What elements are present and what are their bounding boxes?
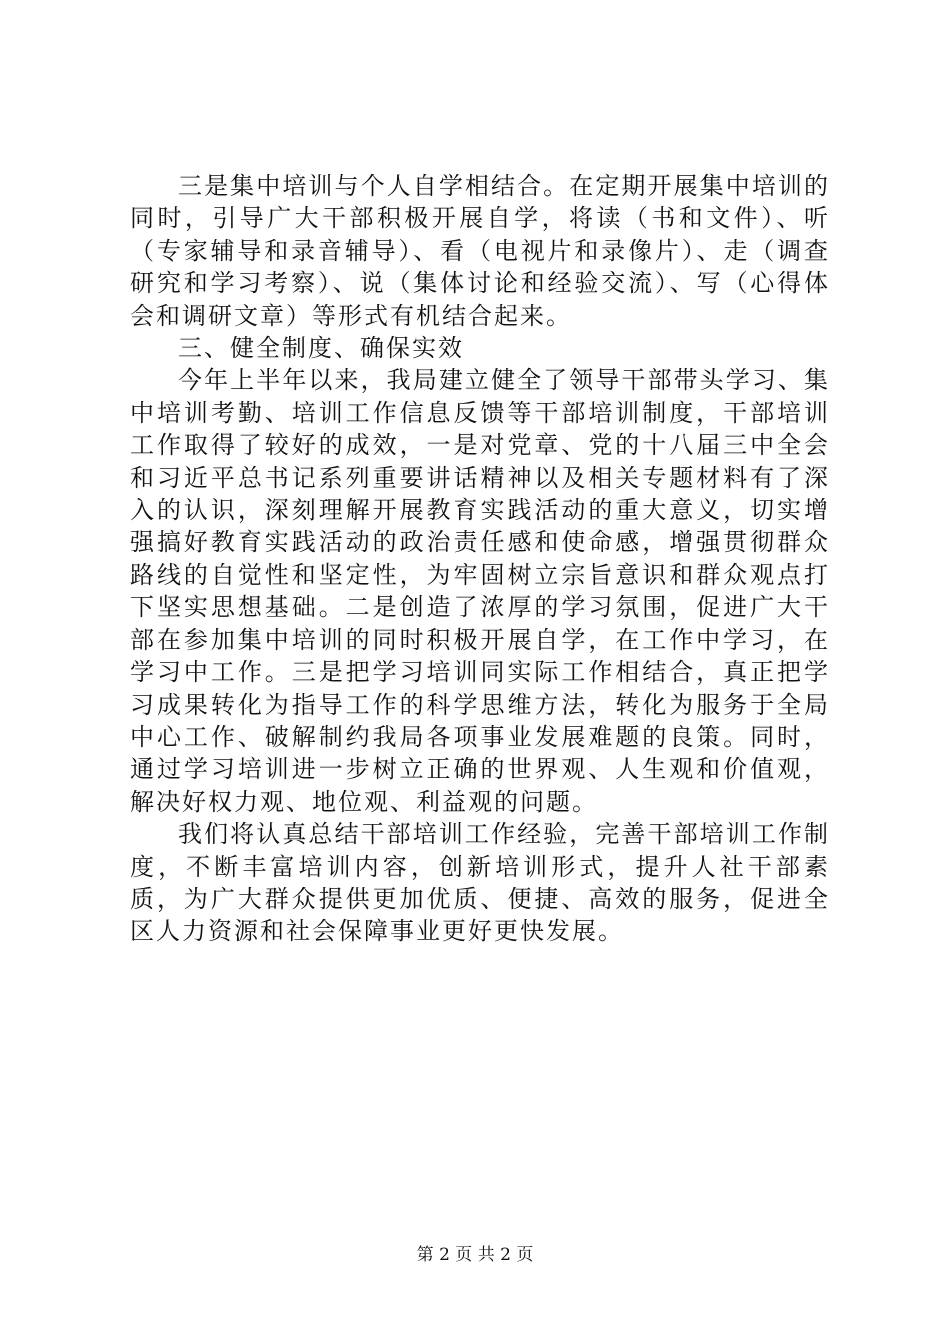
paragraph-conclusion: 我们将认真总结干部培训工作经验，完善干部培训工作制度，不断丰富培训内容，创新培训形式，提升人社干部素质，为广大群众提供更加优质、便捷、高效的服务，促进全区人力资源和社会保障事业更好更快发展。 <box>130 820 830 946</box>
document-body <box>130 170 830 948</box>
paragraph-results: 今年上半年以来，我局建立健全了领导干部带头学习、集中培训考勤、培训工作信息反馈等干部培训制度，干部培训工作取得了较好的成效，一是对党章、党的十八届三中全会和习近平总书记系列重要讲话精神以及相关专题材料有了深入的认识，深刻理解开展教育实践活动的重大意义，切实增强搞好教育实践活动的政治责任感和使命感，增强贯彻群众路线的自觉性和坚定性，为牢固树立宗旨意识和群众观点打下坚实思想基础。二是创造了浓厚的学习氛围，促进广大干部在参加集中培训的同时积极开展自学，在工作中学习，在学习中工作。三是把学习培训同实际工作相结合，真正把学习成果转化为指导工作的科学思维方法，转化为服务于全局中心工作、破解制约我局各项事业发展难题的良策。同时，通过学习培训进一步树立正确的世界观、人生观和价值观，解决好权力观、地位观、利益观的问题。 <box>130 366 830 816</box>
paragraph-self-study: 三是集中培训与个人自学相结合。在定期开展集中培训的同时，引导广大干部积极开展自学，将读（书和文件）、听（专家辅导和录音辅导）、看（电视片和录像片）、走（调查研究和学习考察）、说（集体讨论和经验交流）、写（心得体会和调研文章）等形式有机结合起来。 <box>130 172 830 330</box>
page-number-footer: 第 2 页 共 2 页 <box>416 1245 534 1265</box>
section-heading-3: 三、健全制度、确保实效 <box>178 334 464 363</box>
